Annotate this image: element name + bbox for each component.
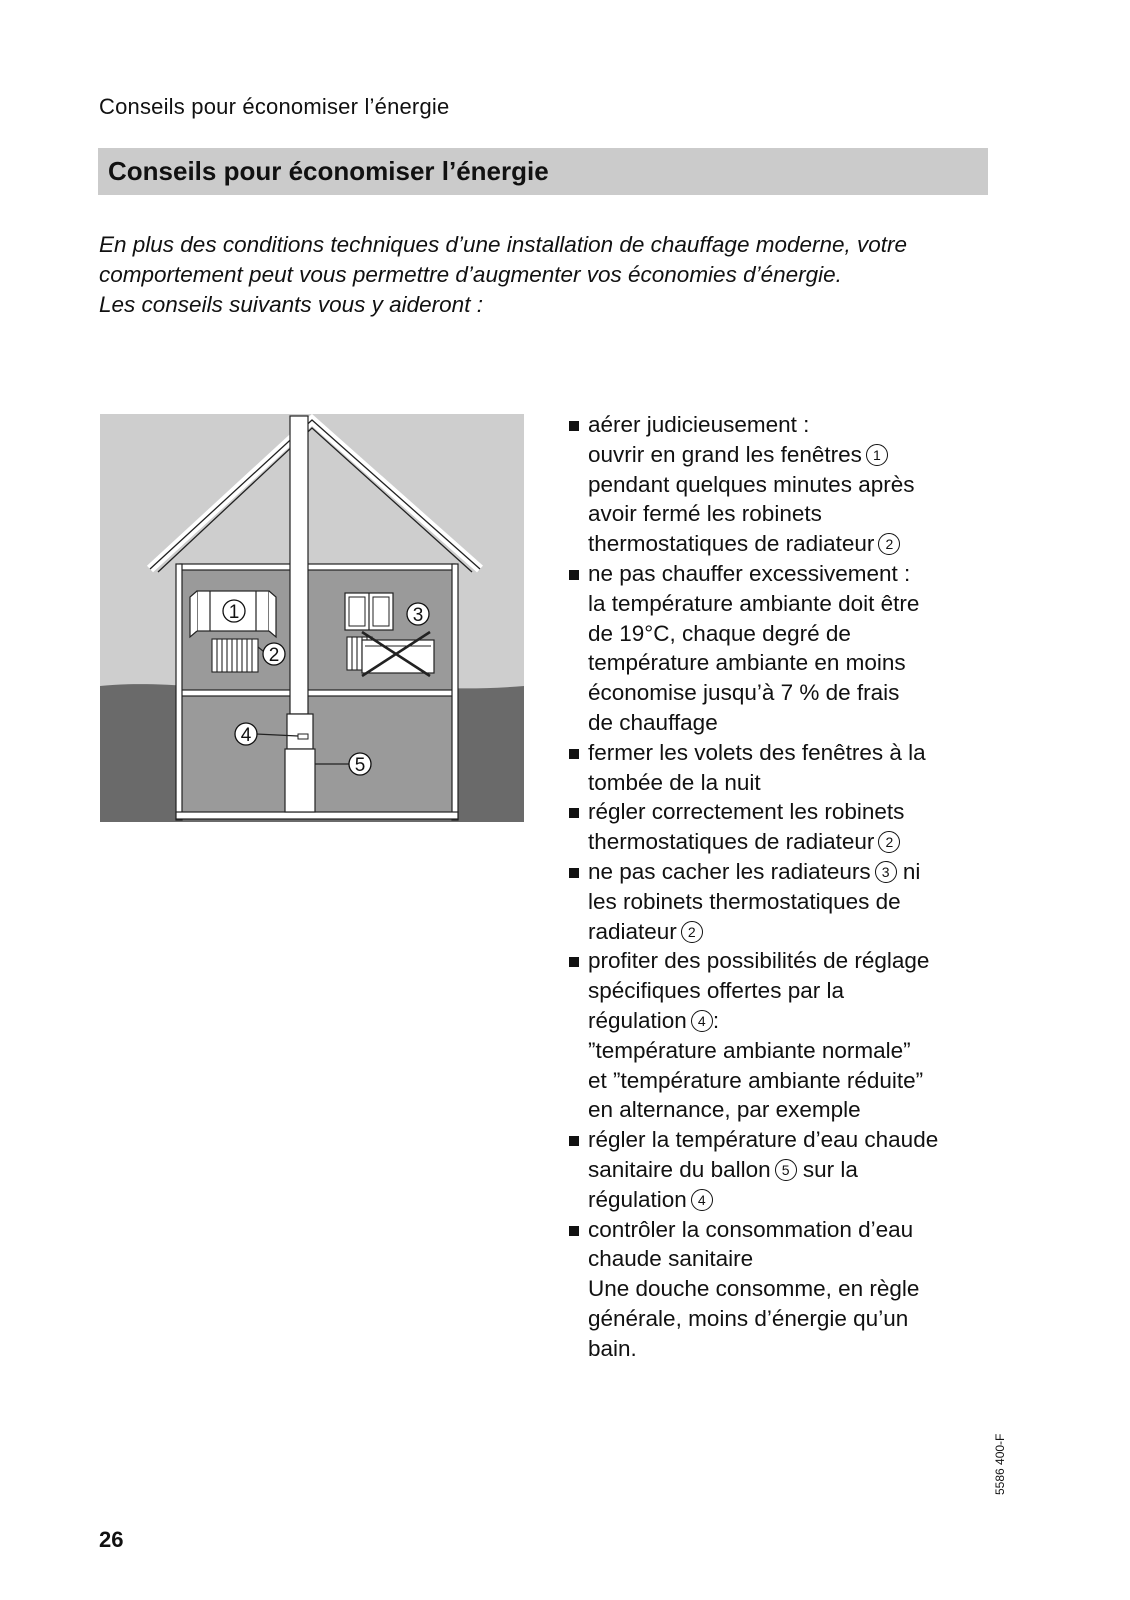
- tip-line: [588, 857, 1008, 887]
- tip-text: régler la température d’eau chaude: [588, 1127, 939, 1153]
- tips-list: [568, 410, 1008, 1364]
- house-illustration: [100, 414, 524, 822]
- tip-line: [588, 440, 1008, 470]
- tip-line: [588, 499, 1008, 529]
- tip-text: température ambiante en moins: [588, 650, 906, 676]
- bullet-square-icon: [569, 570, 579, 580]
- intro-lead: Les conseils suivants vous y aideront :: [99, 292, 483, 317]
- tip-text: en alternance, par exemple: [588, 1097, 861, 1123]
- bullet-square-icon: [569, 808, 579, 818]
- tip-text: la température ambiante doit être: [588, 590, 920, 616]
- tip-line: [588, 1244, 1008, 1274]
- tip-line: [588, 1155, 1008, 1185]
- callout-3: 3: [412, 605, 424, 626]
- tip-text-after: :: [712, 1007, 720, 1033]
- tip-text: ne pas cacher les radiateurs: [588, 858, 871, 884]
- tip-line: [588, 559, 1008, 589]
- tip-item: [568, 1125, 1008, 1214]
- callout-5: 5: [354, 755, 366, 776]
- tip-item: [568, 738, 1008, 798]
- tip-text: ouvrir en grand les fenêtres: [588, 441, 862, 467]
- tip-text: chaude sanitaire: [588, 1246, 754, 1272]
- tip-text: thermostatiques de radiateur: [588, 829, 875, 855]
- tip-item: [568, 857, 1008, 946]
- tip-line: [588, 1066, 1008, 1096]
- tip-line: [588, 1006, 1008, 1036]
- tip-line: [588, 768, 1008, 798]
- tip-text: régulation: [588, 1007, 687, 1033]
- tip-text-after: ni: [896, 858, 921, 884]
- tip-line: [588, 827, 1008, 857]
- tip-line: [588, 1185, 1008, 1215]
- tip-text: bain.: [588, 1335, 637, 1361]
- tip-text: radiateur: [588, 918, 677, 944]
- bullet-square-icon: [569, 421, 579, 431]
- tip-text: thermostatiques de radiateur: [588, 531, 875, 557]
- circled-number: 1: [866, 444, 888, 466]
- tip-line: [588, 410, 1008, 440]
- tip-text: sanitaire du ballon: [588, 1156, 771, 1182]
- tip-text: et ”température ambiante réduite”: [588, 1067, 924, 1093]
- tip-line: [588, 797, 1008, 827]
- callout-4: 4: [240, 725, 252, 746]
- circled-number: 2: [878, 533, 900, 555]
- tip-line: [588, 887, 1008, 917]
- tip-text: ”température ambiante normale”: [588, 1037, 911, 1063]
- tip-line: [588, 470, 1008, 500]
- tip-text-after: sur la: [796, 1156, 858, 1182]
- section-title: Conseils pour économiser l’énergie: [108, 156, 549, 186]
- tip-line: [588, 976, 1008, 1006]
- tip-line: [588, 738, 1008, 768]
- tip-line: [588, 1125, 1008, 1155]
- tip-line: [588, 917, 1008, 947]
- tip-item: [568, 559, 1008, 738]
- tip-line: [588, 648, 1008, 678]
- tip-line: [588, 589, 1008, 619]
- tip-line: [588, 1215, 1008, 1245]
- tip-text: fermer les volets des fenêtres à la: [588, 739, 926, 765]
- tip-text: avoir fermé les robinets: [588, 501, 822, 527]
- circled-number: 4: [691, 1189, 713, 1211]
- bullet-square-icon: [569, 749, 579, 759]
- tip-text: profiter des possibilités de réglage: [588, 948, 930, 974]
- tip-item: [568, 410, 1008, 559]
- callout-1: 1: [228, 602, 240, 623]
- tip-text: contrôler la consommation d’eau: [588, 1216, 914, 1242]
- intro-block: [99, 230, 999, 320]
- tip-text: générale, moins d’énergie qu’un: [588, 1305, 909, 1331]
- tip-text: tombée de la nuit: [588, 769, 761, 795]
- tip-text: régulation: [588, 1186, 687, 1212]
- tip-text: les robinets thermostatiques de: [588, 888, 901, 914]
- section-title-bar: [98, 148, 988, 195]
- running-header: Conseils pour économiser l’énergie: [99, 94, 450, 119]
- tip-text: spécifiques offertes par la: [588, 978, 844, 1004]
- bullet-square-icon: [569, 868, 579, 878]
- circled-number: 2: [878, 831, 900, 853]
- circled-number: 2: [681, 921, 703, 943]
- circled-number: 4: [691, 1010, 713, 1032]
- circled-number: 3: [875, 861, 897, 883]
- tip-line: [588, 1095, 1008, 1125]
- tip-item: [568, 797, 1008, 857]
- tip-line: [588, 946, 1008, 976]
- circled-number: 5: [775, 1159, 797, 1181]
- page-number: 26: [99, 1527, 124, 1552]
- tip-text: de chauffage: [588, 709, 718, 735]
- tip-text: ne pas chauffer excessivement :: [588, 560, 911, 586]
- tip-item: [568, 1215, 1008, 1364]
- tip-line: [588, 1036, 1008, 1066]
- tip-line: [588, 1334, 1008, 1364]
- intro-paragraph: En plus des conditions techniques d’une installation de chauffage moderne, votre comportement peut vous permettre d’augmenter vos économies d’énergie.: [99, 232, 908, 287]
- tip-line: [588, 708, 1008, 738]
- tip-text: de 19°C, chaque degré de: [588, 620, 851, 646]
- tip-line: [588, 678, 1008, 708]
- callout-2: 2: [268, 645, 280, 666]
- tip-text: aérer judicieusement :: [588, 412, 810, 437]
- tip-line: [588, 619, 1008, 649]
- tip-line: [588, 1274, 1008, 1304]
- tip-text: régler correctement les robinets: [588, 799, 905, 825]
- tip-line: [588, 529, 1008, 559]
- tip-text: économise jusqu’à 7 % de frais: [588, 680, 900, 706]
- tip-item: [568, 946, 1008, 1125]
- left-radiator: [212, 639, 258, 672]
- tip-line: [588, 1304, 1008, 1334]
- tip-text: Une douche consomme, en règle: [588, 1276, 920, 1302]
- document-number: 5586 400-F: [993, 1433, 1007, 1495]
- bullet-square-icon: [569, 957, 579, 967]
- bullet-square-icon: [569, 1136, 579, 1146]
- bullet-square-icon: [569, 1226, 579, 1236]
- tip-text: pendant quelques minutes après: [588, 471, 915, 497]
